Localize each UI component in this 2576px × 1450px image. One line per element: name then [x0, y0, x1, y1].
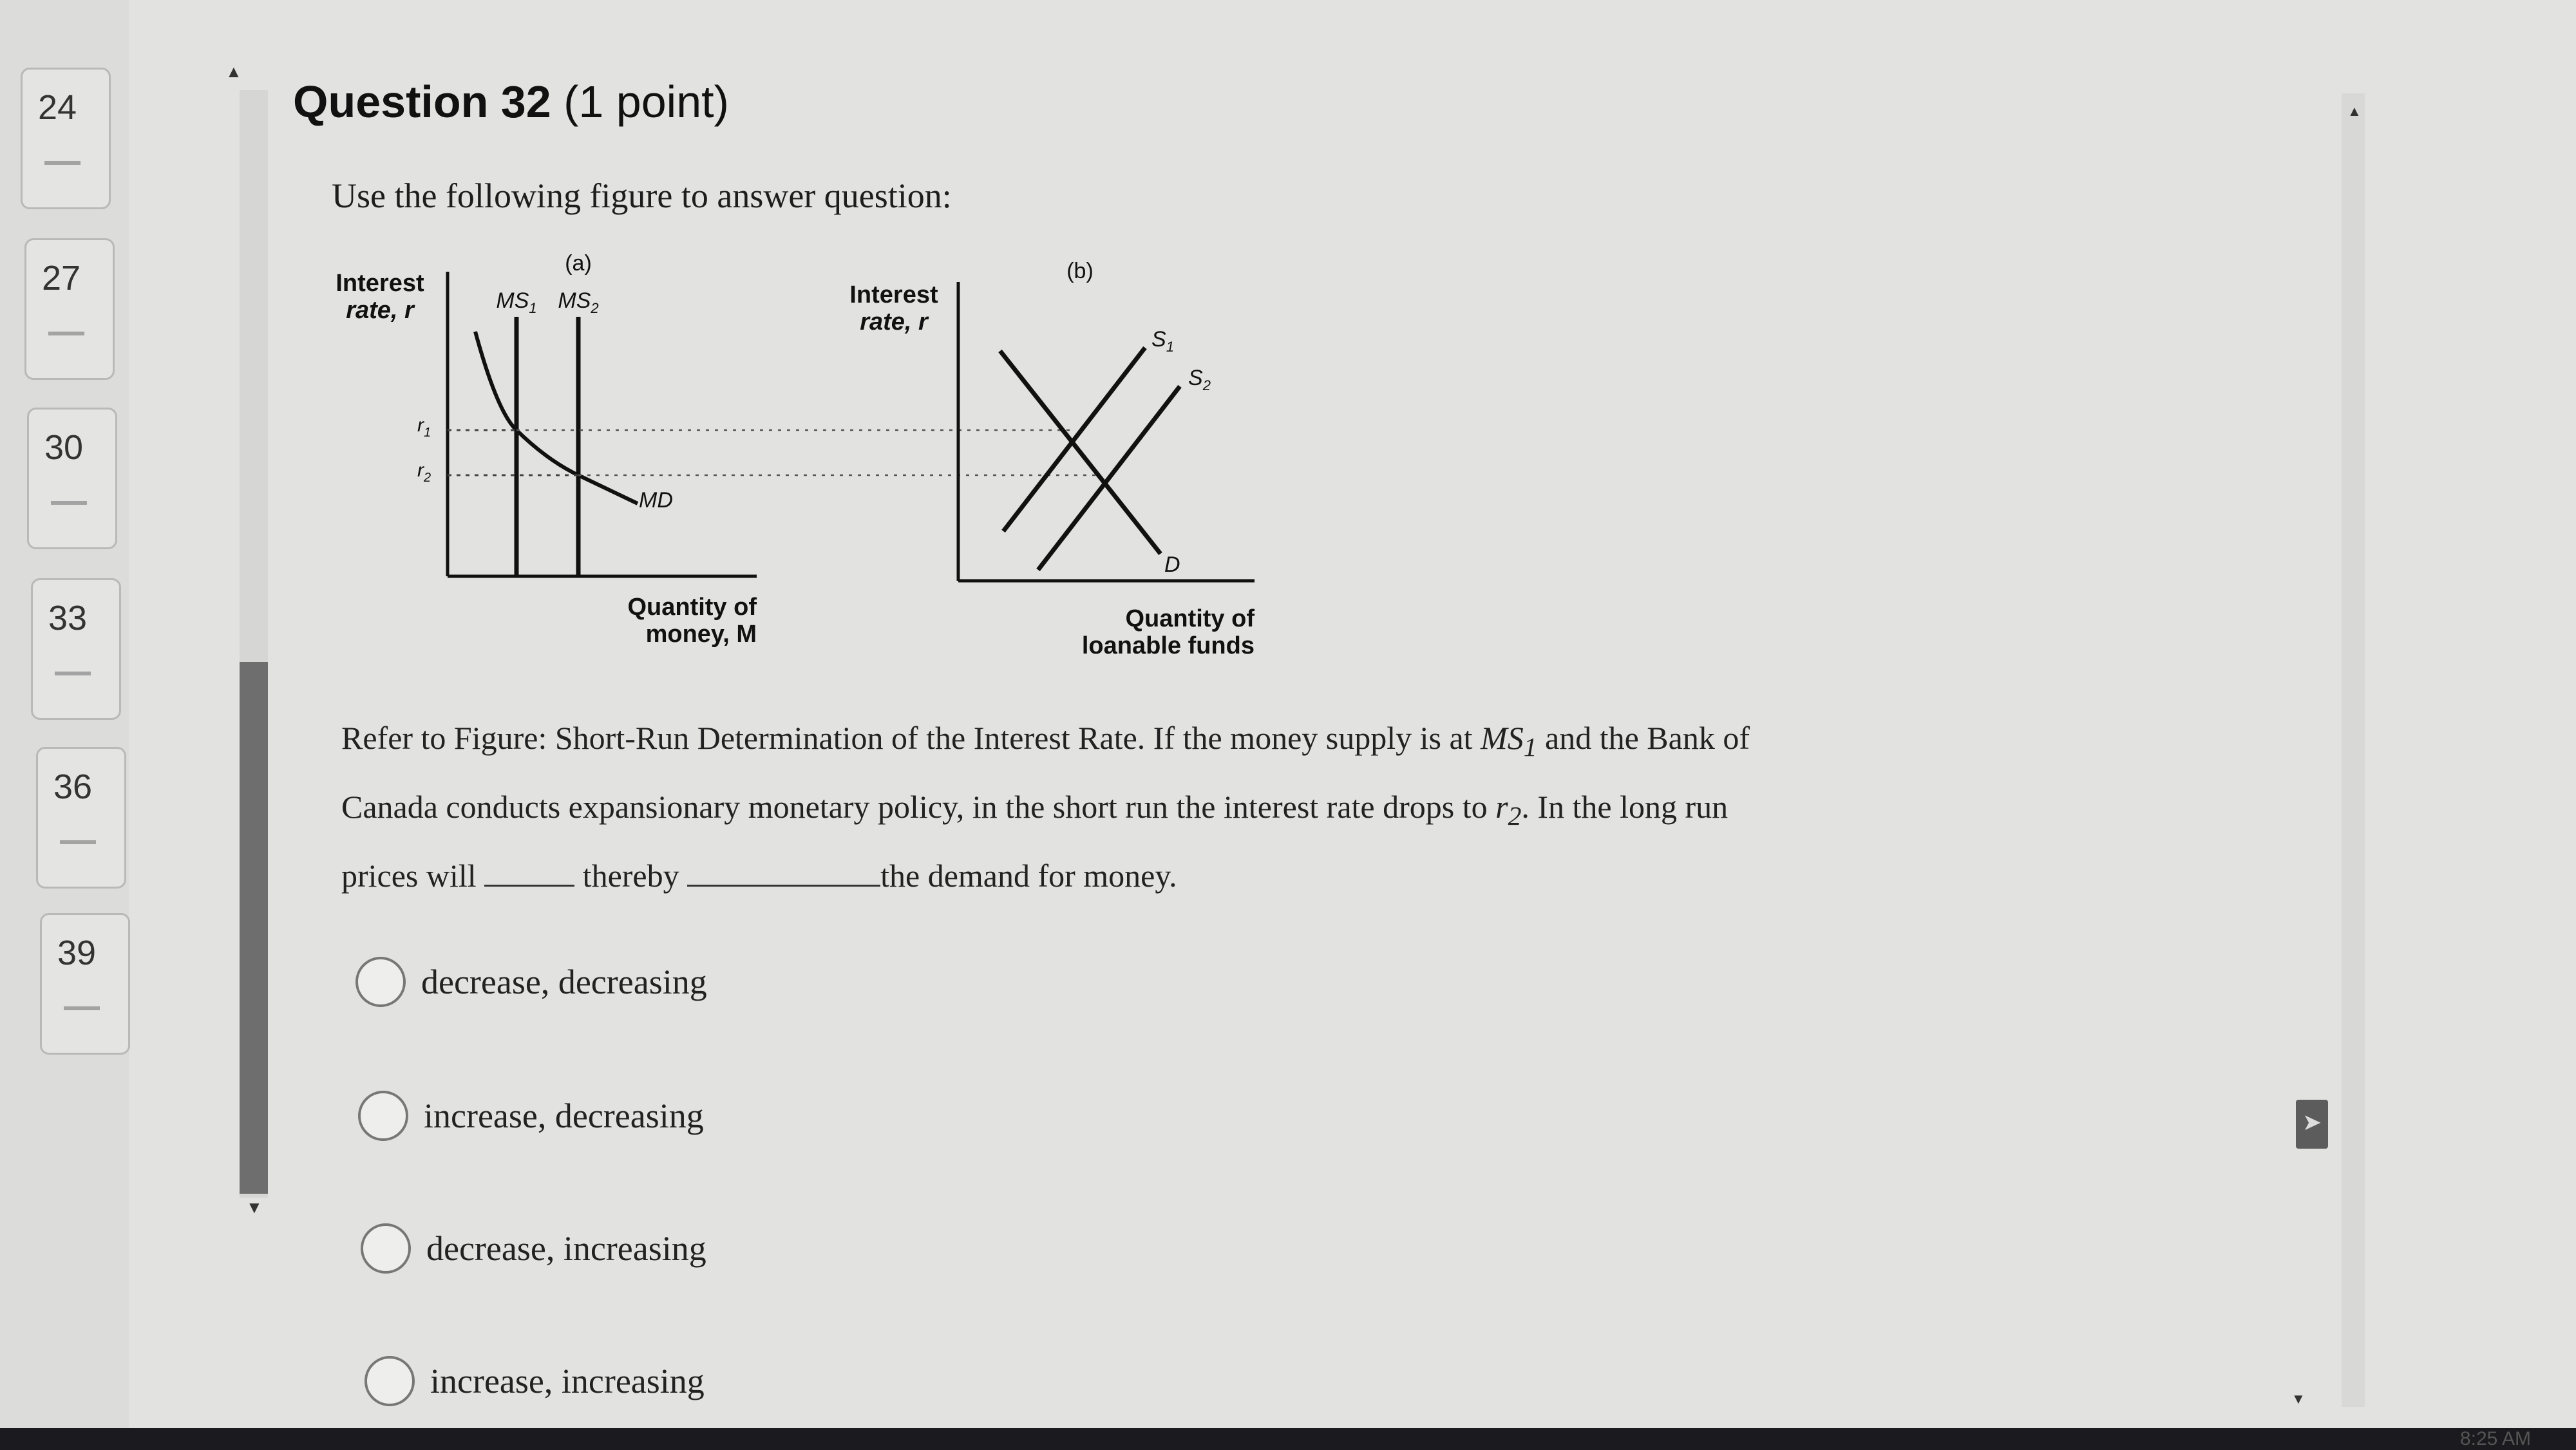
nav-item-number: 36 — [53, 767, 93, 806]
answer-blank-1 — [484, 859, 574, 887]
nav-item-status — [64, 1006, 100, 1010]
panel-b-xlabel-line1: Quantity of — [1125, 605, 1255, 632]
option-increase-increasing[interactable] — [365, 1356, 705, 1406]
nav-item-status — [51, 501, 87, 505]
panel-b-ylabel-line2: rate, r — [860, 308, 928, 335]
question-text-segment: Canada conducts expansionary monetary policy, in the short run the interest rate drops to — [341, 789, 1496, 825]
answer-blank-2 — [687, 859, 880, 887]
nav-item-number: 24 — [38, 88, 77, 127]
nav-item-24[interactable] — [21, 68, 111, 209]
nav-item-36[interactable] — [36, 747, 126, 889]
question-intro: Use the following figure to answer question: — [332, 176, 952, 215]
nav-item-27[interactable] — [24, 238, 115, 380]
nav-item-33[interactable] — [31, 578, 121, 720]
question-text-segment: the demand for money. — [880, 858, 1177, 894]
option-label: decrease, increasing — [426, 1229, 706, 1268]
panel-a-ms2-label: $MS_2$ — [558, 288, 599, 316]
question-line-2 — [341, 777, 1951, 846]
panel-a-label: (a) — [565, 251, 592, 276]
ms1-symbol-sub: 1 — [1523, 733, 1537, 762]
option-decrease-increasing[interactable] — [361, 1223, 706, 1274]
panel-b-d-line — [1000, 351, 1160, 554]
r2-symbol-sub: 2 — [1508, 802, 1522, 831]
panel-b-s2-label: $S_2$ — [1188, 366, 1211, 393]
radio-button[interactable] — [365, 1356, 415, 1406]
taskbar-clock: 8:25 AM — [2459, 1428, 2531, 1449]
panel-b-xlabel-line2: loanable funds — [1081, 632, 1255, 659]
option-label: increase, increasing — [430, 1362, 705, 1400]
nav-item-number: 33 — [48, 599, 88, 637]
panel-a-md-label: MD — [639, 488, 673, 513]
panel-b — [849, 259, 1255, 659]
panel-b-s2-line — [1038, 386, 1180, 570]
panel-a-xlabel-line2: money, M — [645, 621, 757, 648]
panel-b-d-label: D — [1164, 552, 1180, 577]
question-line-1 — [341, 708, 1951, 777]
nav-item-status — [48, 332, 84, 335]
figure-short-run-interest-rate — [309, 238, 1327, 663]
panel-b-ylabel-line1: Interest — [849, 281, 938, 308]
panel-b-label: (b) — [1066, 259, 1094, 283]
scroll-up-arrow-icon[interactable]: ▲ — [2347, 103, 2362, 119]
question-body — [341, 708, 1951, 905]
panel-a — [336, 251, 757, 648]
scroll-up-arrow-icon[interactable]: ▲ — [225, 62, 242, 81]
mouse-pointer-icon: ➤ — [2296, 1100, 2328, 1149]
nav-item-status — [44, 161, 80, 165]
nav-item-status — [55, 672, 91, 675]
r2-symbol — [1495, 789, 1522, 831]
question-navigator — [0, 0, 129, 1450]
radio-button[interactable] — [361, 1223, 411, 1274]
option-increase-decreasing[interactable] — [358, 1091, 704, 1141]
nav-item-number: 30 — [44, 428, 84, 467]
question-text-segment: prices will — [341, 858, 485, 894]
scroll-down-arrow-icon[interactable]: ▼ — [246, 1198, 263, 1217]
nav-item-39[interactable] — [40, 913, 130, 1055]
question-line-3 — [341, 846, 1951, 905]
option-decrease-decreasing[interactable] — [355, 957, 707, 1007]
ms1-symbol-main: MS — [1481, 720, 1524, 756]
panel-a-ms1-label: $MS_1$ — [496, 288, 537, 316]
question-text-segment: . In the long run — [1521, 789, 1728, 825]
navigator-scrollbar-thumb[interactable] — [240, 662, 268, 1194]
nav-item-number: 39 — [57, 934, 97, 972]
panel-a-xlabel-line1: Quantity of — [627, 594, 757, 621]
question-text-segment: and the Bank of — [1537, 720, 1750, 756]
panel-a-md-curve — [475, 332, 638, 504]
r2-symbol-main: r — [1495, 789, 1508, 825]
taskbar — [0, 1428, 2576, 1450]
page-scrollbar-track[interactable] — [2342, 93, 2365, 1407]
question-points: (1 point) — [564, 77, 729, 127]
panel-a-tick-r2: $r_2$ — [417, 460, 431, 485]
radio-button[interactable] — [355, 957, 406, 1007]
option-label: increase, decreasing — [424, 1097, 704, 1135]
question-text-segment: thereby — [574, 858, 688, 894]
question-text-segment: Refer to Figure: Short-Run Determination of the Interest Rate. If the money supply is at — [341, 720, 1481, 756]
radio-button[interactable] — [358, 1091, 408, 1141]
option-label: decrease, decreasing — [421, 963, 707, 1001]
nav-item-number: 27 — [42, 259, 81, 297]
nav-item-status — [60, 840, 96, 844]
nav-item-30[interactable] — [27, 408, 117, 549]
ms1-symbol — [1481, 720, 1537, 762]
question-title — [293, 76, 729, 127]
panel-a-ylabel-line1: Interest — [336, 270, 424, 297]
scroll-down-arrow-icon[interactable]: ▼ — [2291, 1391, 2306, 1407]
question-number: Question 32 — [293, 77, 551, 127]
panel-a-tick-r1: $r_1$ — [417, 415, 431, 440]
panel-b-s1-label: $S_1$ — [1151, 327, 1174, 355]
panel-a-ylabel-line2: rate, r — [346, 297, 414, 324]
